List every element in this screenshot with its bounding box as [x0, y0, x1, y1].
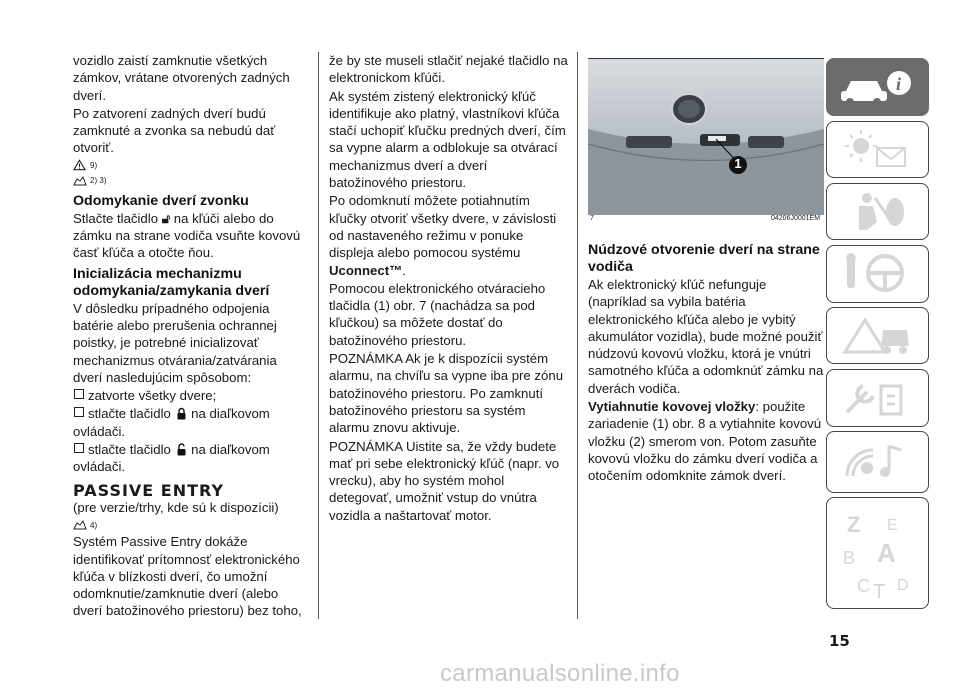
index-letter: E — [887, 517, 898, 534]
warning-reference — [73, 158, 308, 173]
maintenance-icon — [837, 374, 917, 420]
heading-unlock-outside: Odomykanie dverí zvonku — [73, 192, 249, 209]
paragraph — [588, 398, 824, 484]
heading-emergency-opening: Núdzové otvorenie dverí na strane vodiča — [588, 242, 820, 275]
text: stlačte tlačidlo — [88, 406, 175, 422]
unlock-button-icon — [176, 443, 187, 456]
warning-lights-icon — [837, 126, 917, 172]
tab-maintenance[interactable] — [826, 369, 929, 427]
column-divider — [318, 52, 319, 619]
heading-passive-entry: PASSIVE ENTRY — [73, 480, 225, 500]
column-divider — [577, 52, 578, 619]
paragraph: vozidlo zaistí zamknutie všetkých zámkov, vrátane otvorených zadných dverí. — [73, 53, 290, 103]
index-letter: C — [857, 576, 870, 596]
paragraph: Pomocou elektronického otváracieho tlačidla (1) obr. 7 (nachádza sa pod kľučkou) sa môžete dostať do batožinového priestoru. — [329, 280, 546, 348]
steering-start-icon — [837, 250, 917, 296]
callout-label: 1 — [734, 156, 742, 171]
safety-airbag-icon — [837, 188, 917, 234]
warning-triangle-icon — [73, 159, 86, 171]
emergency-icon — [837, 312, 917, 358]
heading-initialization: Inicializácia mechanizmu odomykania/zamykania dverí — [73, 265, 270, 299]
note-reference — [73, 517, 308, 533]
list-item — [73, 441, 308, 476]
column-1 — [73, 52, 308, 621]
paragraph: Po zatvorení zadných dverí budú zamknuté a zvonka sa nebudú dať otvoriť. — [73, 105, 276, 156]
text: : použite zariadenie (1) obr. 8 a vytiahnite kovovú vložku (2) smerom von. Potom zasuňte kovovú vložku do zámku dverí vodiča a otočením odomknite zámok dverí. — [588, 399, 822, 484]
paragraph: Systém Passive Entry dokáže identifikovať prítomnosť elektronického kľúča v blízkosti dverí, čo umožní odomknutie/zamknutie dverí (alebo dverí batožinového priestoru) bez toho, — [73, 534, 302, 619]
text: na diaľkovom ovládači. — [73, 406, 270, 439]
inline-heading: Vytiahnutie kovovej vložky — [588, 399, 756, 415]
paragraph: (pre verzie/trhy, kde sú k dispozícii) — [73, 499, 279, 515]
bullet-square-icon — [74, 407, 84, 417]
index-letter: A — [877, 538, 896, 568]
tab-safety[interactable] — [826, 183, 929, 240]
text: Po odomknutí môžete potiahnutím kľučky otvoriť všetky dvere, v závislosti od nastaveného režimu v ponuke displeja alebo pomocou systému — [329, 193, 557, 261]
note-ref-text: 4) — [90, 520, 98, 530]
page-number: 15 — [829, 632, 850, 650]
note-ref-text: 2) 3) — [90, 176, 107, 186]
warning-ref-text: 9) — [90, 160, 98, 170]
unlock-button-icon: 🔓︎ — [161, 210, 171, 226]
tailgate-illustration — [588, 59, 824, 215]
svg-text:i: i — [896, 74, 902, 94]
paragraph: POZNÁMKA Uistite sa, že vždy budete mať pri sebe elektronický kľúč (napr. vo vrecku), aby ho systém mohol detegovať, umožniť vstup do vnútra vozidla a naštartovať motor. — [329, 438, 560, 523]
note-hand-icon — [73, 175, 87, 187]
paragraph: že by ste museli stlačiť nejaké tlačidlo na elektronickom kľúči. — [329, 53, 568, 86]
watermark: carmanualsonline.info — [440, 660, 680, 687]
paragraph: Ak elektronický kľúč nefunguje (napríklad sa vybila batéria elektronického kľúča alebo je vybitý akumulátor vozidla), bude možné použiť núdzovú kovovú vložku, ktorá je vnútri samotného kľúča a odomknúť zámku na dverách vodiča. — [588, 277, 824, 396]
text: Stlačte tlačidlo — [73, 210, 162, 226]
paragraph: V dôsledku prípadného odpojenia batérie alebo prerušenia ochrannej poistky, je potrebné inicializovať mechanizmus otvárania/zatvárania dverí nasledujúcim spôsobom: — [73, 300, 277, 385]
multimedia-icon — [837, 436, 917, 482]
paragraph: POZNÁMKA Ak je k dispozícii systém alarmu, na chvíľu sa vypne iba pre zónu batožinového priestoru. Po zamknutí batožinového priestoru sa systém alarmu znovu aktivuje. — [329, 351, 564, 436]
bullet-square-icon — [74, 389, 84, 399]
tab-index[interactable] — [826, 497, 929, 609]
lock-button-icon — [176, 407, 187, 420]
index-letter: Z — [847, 512, 861, 537]
tab-emergency[interactable] — [826, 307, 929, 364]
index-letter: D — [897, 577, 909, 594]
text: stlačte tlačidlo — [88, 442, 175, 458]
text: . — [402, 262, 406, 278]
index-letter: T — [873, 581, 886, 602]
note-hand-icon — [73, 519, 87, 531]
paragraph — [329, 192, 569, 278]
column-3 — [588, 238, 824, 486]
list-item — [73, 405, 308, 440]
paragraph: Ak systém zistený elektronický kľúč identifikuje ako platný, vlastníkovi kľúča stačí uchopiť kľučku predných dverí, čím sa vypne alarm a odblokuje sa otvárací mechanizmus dverí a dverí batožinového priestoru. — [329, 88, 566, 191]
note-reference — [73, 173, 308, 189]
text: na diaľkovom ovládači. — [73, 442, 270, 475]
car-info-icon — [837, 63, 917, 109]
tab-multimedia[interactable] — [826, 431, 929, 493]
figure-tailgate — [588, 58, 824, 223]
tab-warning-lights[interactable] — [826, 121, 929, 178]
paragraph — [73, 210, 308, 262]
index-icon — [837, 502, 917, 602]
figure-number: 7 — [590, 215, 594, 222]
bullet-square-icon — [74, 443, 84, 453]
list-item — [73, 387, 308, 404]
column-2 — [329, 52, 569, 525]
tab-starting-driving[interactable] — [826, 245, 929, 303]
text: zatvorte všetky dvere; — [88, 388, 217, 404]
tab-car-info[interactable] — [826, 58, 929, 116]
uconnect-label: Uconnect™ — [329, 262, 403, 278]
figure-code: 04206J0001EM — [771, 215, 821, 222]
index-letter: B — [843, 548, 856, 568]
text: na kľúči alebo do zámku na strane vodiča vsuňte kovovú časť kľúča a otočte ňou. — [73, 210, 301, 261]
